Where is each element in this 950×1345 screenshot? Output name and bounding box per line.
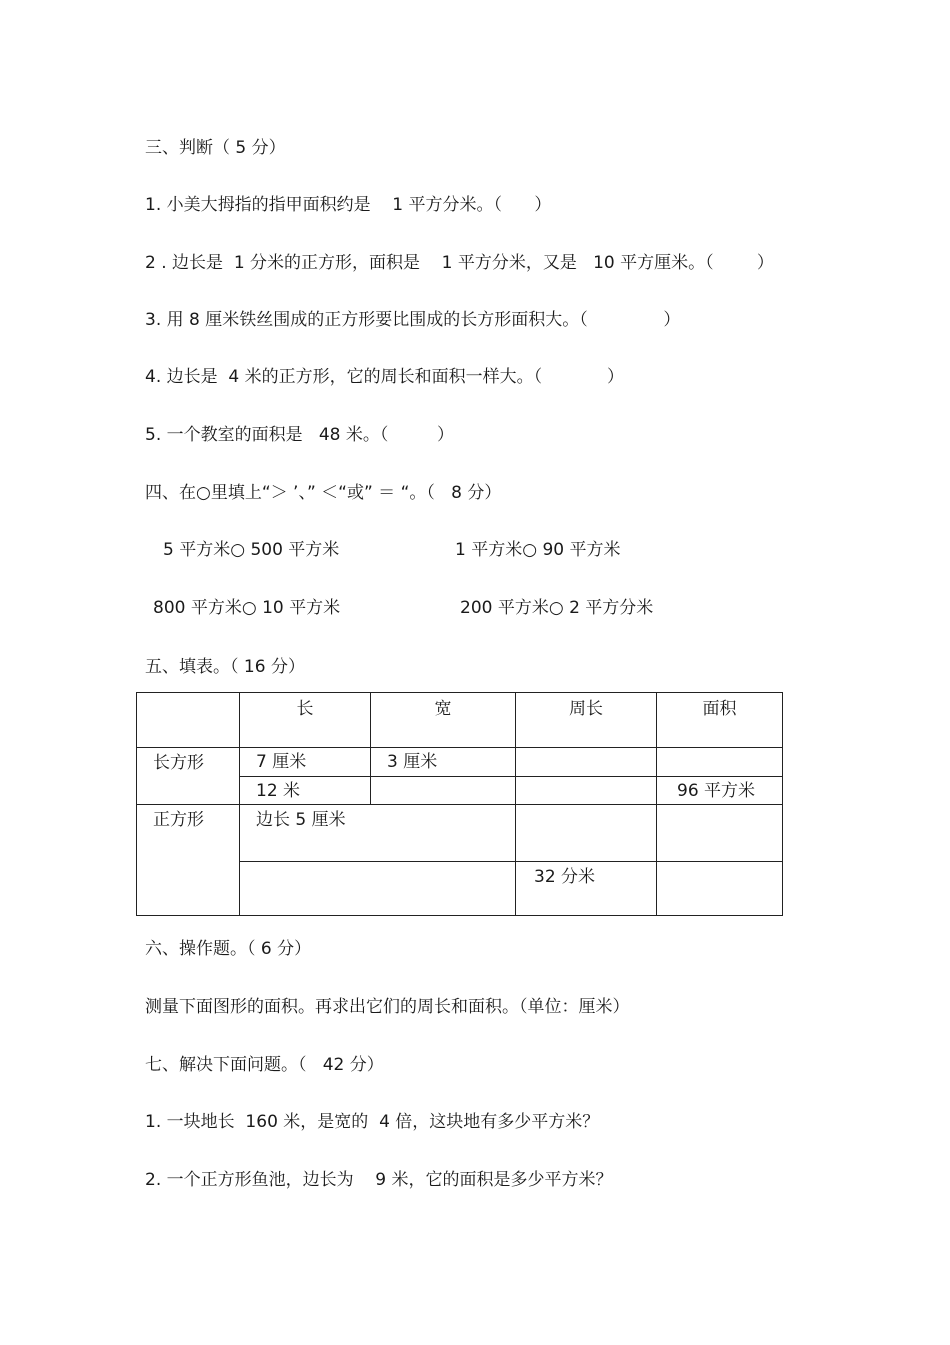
- rect2-length[interactable]: 12 米: [240, 777, 371, 805]
- rect1-perimeter[interactable]: [516, 748, 657, 777]
- section4-title: 四、在○里填上“＞ ’、” ＜“或” ＝ “。（ 8 分）: [145, 483, 502, 503]
- section6-title: 六、操作题。（ 6 分）: [145, 939, 312, 959]
- square2-area[interactable]: [657, 862, 783, 916]
- header-length: 长: [240, 693, 371, 748]
- header-area: 面积: [657, 693, 783, 748]
- rect1-area[interactable]: [657, 748, 783, 777]
- judge-item-3: 3. 用 8 厘米铁丝围成的正方形要比围成的长方形面积大。（ ）: [145, 310, 681, 330]
- rect-label: 长方形: [137, 748, 240, 805]
- square1-area[interactable]: [657, 805, 783, 862]
- header-width: 宽: [371, 693, 516, 748]
- rect2-area[interactable]: 96 平方米: [657, 777, 783, 805]
- compare-item-3: 800 平方米○ 10 平方米: [153, 598, 341, 618]
- rect2-width[interactable]: [371, 777, 516, 805]
- section5-title: 五、填表。（ 16 分）: [145, 657, 305, 677]
- section3-title: 三、判断（ 5 分）: [145, 138, 286, 158]
- compare-item-1: 5 平方米○ 500 平方米: [163, 540, 340, 560]
- header-perimeter: 周长: [516, 693, 657, 748]
- rect2-perimeter[interactable]: [516, 777, 657, 805]
- judge-item-2: 2 . 边长是 1 分米的正方形，面积是 1 平方分米，又是 10 平方厘米。（ ）: [145, 253, 774, 273]
- section7-title: 七、解决下面问题。（ 42 分）: [145, 1055, 384, 1075]
- square1-side[interactable]: 边长 5 厘米: [240, 805, 516, 862]
- rect1-width[interactable]: 3 厘米: [371, 748, 516, 777]
- judge-item-1: 1. 小美大拇指的指甲面积约是 1 平方分米。（ ）: [145, 195, 552, 215]
- judge-item-5: 5. 一个教室的面积是 48 米。（ ）: [145, 425, 455, 445]
- problem-1: 1. 一块地长 160 米，是宽的 4 倍，这块地有多少平方米？: [145, 1112, 600, 1132]
- square2-perimeter[interactable]: 32 分米: [516, 862, 657, 916]
- square-label: 正方形: [137, 805, 240, 916]
- section6-text: 测量下面图形的面积。再求出它们的周长和面积。（单位：厘米）: [145, 997, 630, 1017]
- table-corner-cell: [137, 693, 240, 748]
- judge-item-4: 4. 边长是 4 米的正方形，它的周长和面积一样大。（ ）: [145, 367, 624, 387]
- square2-side[interactable]: [240, 862, 516, 916]
- compare-item-2: 1 平方米○ 90 平方米: [455, 540, 621, 560]
- rect1-length[interactable]: 7 厘米: [240, 748, 371, 777]
- fill-table: [136, 692, 783, 916]
- compare-item-4: 200 平方米○ 2 平方分米: [460, 598, 654, 618]
- square1-perimeter[interactable]: [516, 805, 657, 862]
- problem-2: 2. 一个正方形鱼池，边长为 9 米，它的面积是多少平方米？: [145, 1170, 613, 1190]
